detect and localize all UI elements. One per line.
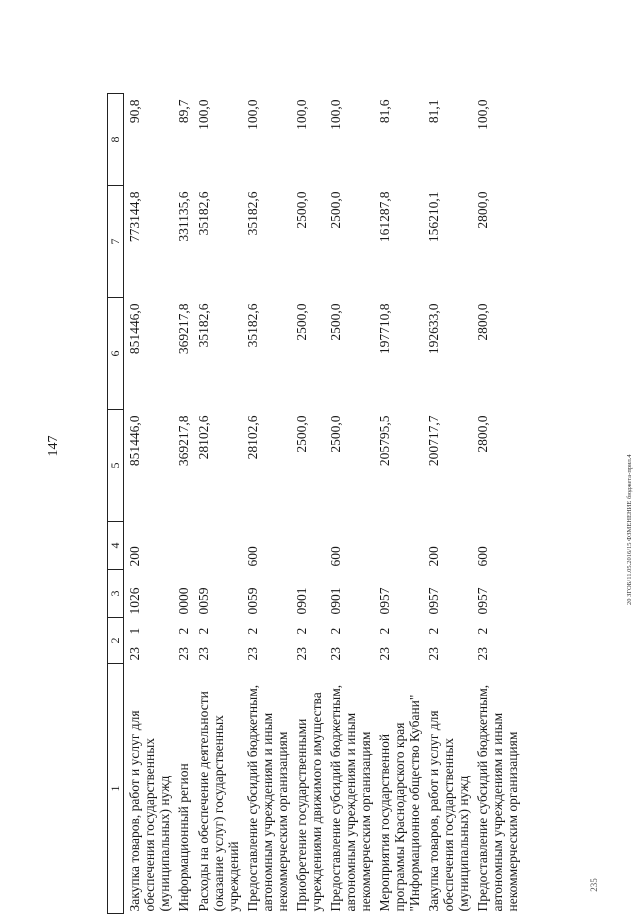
row-code-1: 23 xyxy=(293,647,309,661)
row-value-5: 28102,6 xyxy=(244,415,260,460)
row-value-8: 100,0 xyxy=(327,99,343,130)
budget-table xyxy=(107,93,521,914)
row-code-4: 600 xyxy=(244,546,260,567)
row-code-1: 23 xyxy=(175,647,191,661)
row-code-4: 600 xyxy=(474,546,490,567)
row-value-8: 90,8 xyxy=(126,99,142,124)
row-value-8: 89,7 xyxy=(175,99,191,124)
row-value-5: 851446,0 xyxy=(126,415,142,467)
header-col-6: 6 xyxy=(107,298,123,410)
row-code-2: 2 xyxy=(474,627,490,635)
row-value-6: 2500,0 xyxy=(327,303,343,341)
row-value-8: 100,0 xyxy=(195,99,211,130)
table-row xyxy=(423,94,472,914)
row-name: Приобретение государственными учреждениями движимого имущества xyxy=(293,692,324,912)
row-value-6: 197710,8 xyxy=(376,303,392,355)
row-value-6: 2500,0 xyxy=(293,303,309,341)
row-code-4 xyxy=(374,522,423,570)
row-code-1: 23 xyxy=(425,647,441,661)
row-name: Предоставление субсидий бюджетным, автономным учреждениям и иным некоммерческим организациям xyxy=(327,684,373,912)
table-row xyxy=(291,94,325,914)
row-code-3: 0901 xyxy=(327,587,343,615)
row-value-5: 200717,7 xyxy=(425,415,441,467)
row-code-3: 0059 xyxy=(244,587,260,615)
table-row xyxy=(242,94,291,914)
row-code-2: 2 xyxy=(175,627,191,635)
table-row xyxy=(325,94,374,914)
page-number: 147 xyxy=(46,435,61,457)
row-code-2: 1 xyxy=(126,627,142,635)
header-col-2: 2 xyxy=(107,618,123,664)
header-col-5: 5 xyxy=(107,410,123,522)
row-code-1: 23 xyxy=(327,647,343,661)
row-code-3: 1026 xyxy=(126,587,142,615)
row-code-4 xyxy=(173,522,193,570)
row-name: Закупка товаров, работ и услуг для обеспечения государственных (муниципальных) нужд xyxy=(425,710,471,912)
row-code-3: 0901 xyxy=(293,587,309,615)
row-code-2: 2 xyxy=(195,627,211,635)
row-value-7: 331135,6 xyxy=(175,191,191,242)
row-value-7: 35182,6 xyxy=(244,191,260,236)
header-col-8: 8 xyxy=(107,94,123,186)
row-code-4: 200 xyxy=(425,546,441,567)
row-value-5: 205795,5 xyxy=(376,415,392,467)
row-name: Предоставление субсидий бюджетным, автономным учреждениям и иным некоммерческим организациям xyxy=(244,684,290,912)
row-name: Мероприятия государственной программы Краснодарского края "Информационное общество Кубани" xyxy=(376,694,422,912)
row-code-4 xyxy=(193,522,242,570)
row-code-1: 23 xyxy=(244,647,260,661)
header-col-7: 7 xyxy=(107,186,123,298)
row-name: Расходы на обеспечение деятельности (оказание услуг) государственных учреждений xyxy=(195,691,241,912)
row-value-8: 100,0 xyxy=(293,99,309,130)
row-value-8: 100,0 xyxy=(244,99,260,130)
row-code-3: 0059 xyxy=(195,587,211,615)
row-code-1: 23 xyxy=(126,647,142,661)
row-name: Закупка товаров, работ и услуг для обеспечения государственных (муниципальных) нужд xyxy=(126,710,172,912)
row-code-2: 2 xyxy=(376,627,392,635)
row-value-6: 369217,8 xyxy=(175,303,191,355)
row-code-2: 2 xyxy=(244,627,260,635)
row-value-6: 192633,0 xyxy=(425,303,441,355)
row-value-8: 81,1 xyxy=(425,99,441,124)
table-row xyxy=(173,94,193,914)
row-code-3: 0957 xyxy=(474,587,490,615)
row-code-4: 600 xyxy=(327,546,343,567)
row-code-2: 2 xyxy=(327,627,343,635)
row-value-5: 28102,6 xyxy=(195,415,211,460)
row-code-4: 200 xyxy=(126,546,142,567)
row-value-7: 773144,8 xyxy=(126,191,142,243)
table-header-row xyxy=(107,94,123,914)
table-row xyxy=(472,94,521,914)
row-value-6: 2800,0 xyxy=(474,303,490,341)
row-value-8: 81,6 xyxy=(376,99,392,124)
row-value-7: 156210,1 xyxy=(425,191,441,243)
table-row xyxy=(193,94,242,914)
row-value-7: 161287,8 xyxy=(376,191,392,243)
row-value-6: 851446,0 xyxy=(126,303,142,355)
row-value-8: 100,0 xyxy=(474,99,490,130)
table-row xyxy=(374,94,423,914)
row-value-5: 2800,0 xyxy=(474,415,490,453)
footer-filename: 20 ЗГОБ/11.05.2016/15 ФЗМЕНЕНИЕ бюджета-прил.4 xyxy=(626,454,633,605)
row-value-7: 2500,0 xyxy=(293,191,309,229)
table-row xyxy=(123,94,173,914)
header-col-3: 3 xyxy=(107,570,123,618)
row-value-6: 35182,6 xyxy=(195,303,211,348)
header-col-1: 1 xyxy=(107,664,123,914)
row-value-5: 369217,8 xyxy=(175,415,191,467)
corner-number: 235 xyxy=(588,878,599,892)
row-value-5: 2500,0 xyxy=(293,415,309,453)
row-code-1: 23 xyxy=(474,647,490,661)
row-code-1: 23 xyxy=(376,647,392,661)
row-value-7: 2500,0 xyxy=(327,191,343,229)
row-code-3: 0957 xyxy=(376,587,392,615)
row-value-7: 2800,0 xyxy=(474,191,490,229)
row-code-3: 0957 xyxy=(425,587,441,615)
header-col-4: 4 xyxy=(107,522,123,570)
budget-table-page xyxy=(107,94,585,914)
row-name: Предоставление субсидий бюджетным, автономным учреждениям и иным некоммерческим организациям xyxy=(474,684,520,912)
row-code-3: 0000 xyxy=(175,587,191,615)
row-name: Информационный регион xyxy=(175,763,191,912)
row-value-7: 35182,6 xyxy=(195,191,211,236)
row-code-1: 23 xyxy=(195,647,211,661)
row-value-5: 2500,0 xyxy=(327,415,343,453)
row-code-2: 2 xyxy=(425,627,441,635)
row-value-6: 35182,6 xyxy=(244,303,260,348)
row-code-4 xyxy=(291,522,325,570)
row-code-2: 2 xyxy=(293,627,309,635)
